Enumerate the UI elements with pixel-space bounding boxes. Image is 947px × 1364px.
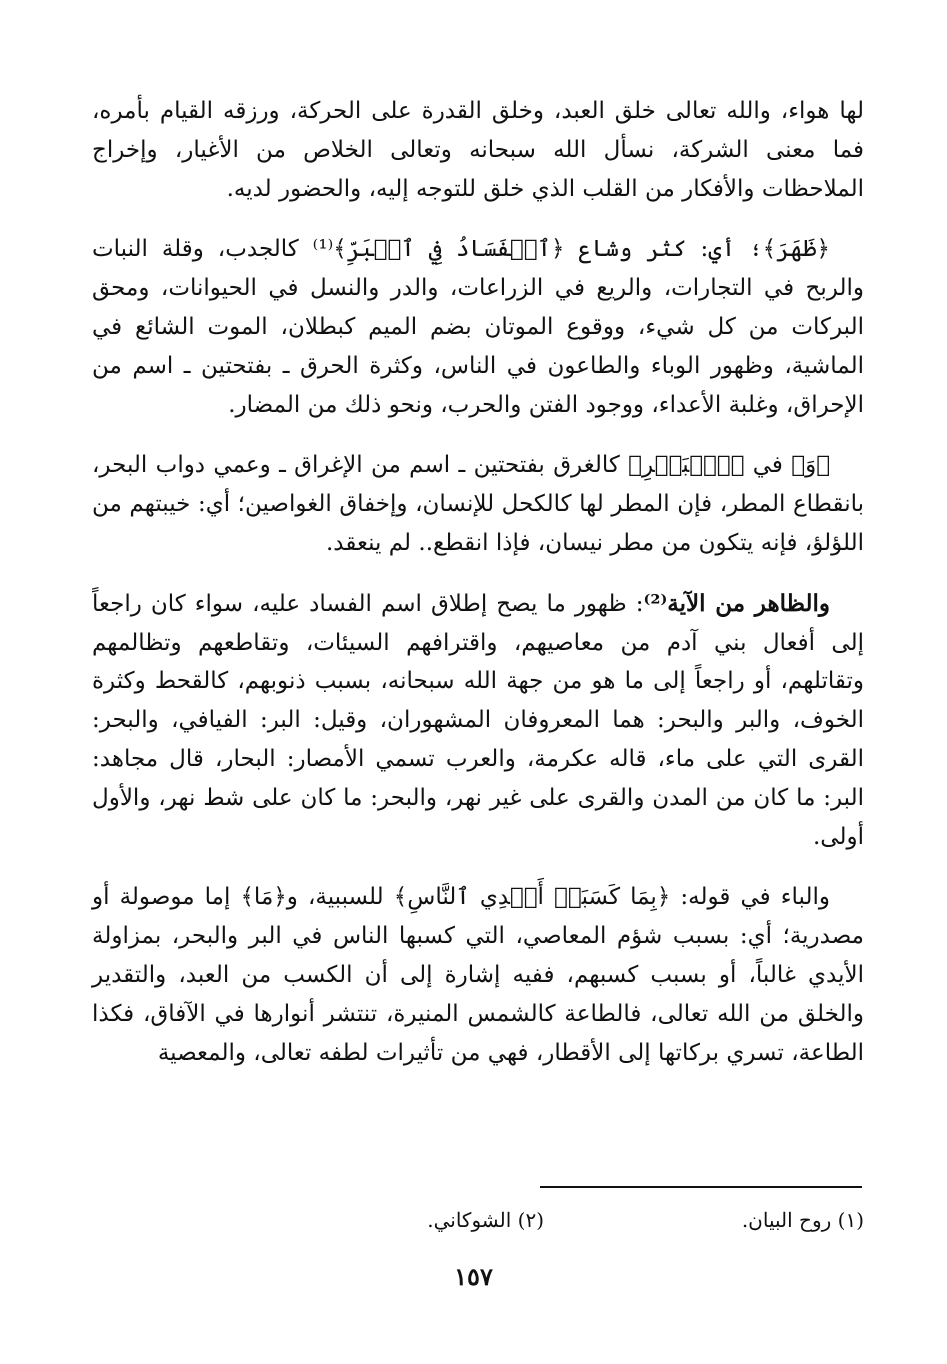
paragraph-4 — [92, 585, 864, 857]
body-text — [92, 92, 864, 1094]
paragraph-4-text: : ظهور ما يصح إطلاق اسم الفساد عليه، سواء كان راجعاً إلى أفعال بني آدم من معاصيهم، واقترافهم السيئات، وتقاطعهم وتظالمهم وتقاتلهم، أو راجعاً إلى ما هو من جهة الله سبحانه، بسبب ذنوبهم، كالقحط وكثرة الخوف، والبر والبحر: هما المعروفان المشهوران، وقيل: البر: الفيافي، والبحر: القرى التي على ماء، قاله عكرمة، والعرب تسمي الأمصار: البحار، قال مجاهد: البر: ما كان من المدن والقرى على غير نهر، والبحر: ما كان على شط نهر، والأول أولى. — [92, 590, 864, 850]
paragraph-2-text: ﴿ظَهَرَ﴾؛ أي: كثر وشاع ﴿ٱلۡفَسَادُ فِي ٱلۡبَرِّ﴾⁽¹⁾ كالجدب، وقلة النبات والربح في التجارات، والريع في الزراعات، والدر والنسل في الحيوانات، ومحق البركات من كل شيء، ووقوع الموتان بضم الميم كبطلان، الموت الشائع في الماشية، وظهور الوباء والطاعون في الناس، وكثرة الحرق ـ بفتحتين ـ اسم من الإحراق، وغلبة الأعداء، ووجود الفتن والحرب، ونحو ذلك من المضار. — [92, 236, 864, 418]
paragraph-3 — [92, 446, 864, 562]
page-number: ١٥٧ — [454, 1262, 493, 1291]
paragraph-5-text: والباء في قوله: ﴿بِمَا كَسَبَتۡ أَيۡدِي ٱلنَّاسِ﴾ للسببية، و﴿مَا﴾ إما موصولة أو مصدرية؛ أي: بسبب شؤم المعاصي، التي كسبها الناس في البر والبحر، بمزاولة الأيدي غالباً، أو بسبب كسبهم، ففيه إشارة إلى أن الكسب من العبد، والتقدير والخلق من الله تعالى، فالطاعة كالشمس المنيرة، تنتشر أنوارها في الآفاق، فكذا الطاعة، تسري بركاتها إلى الأقطار، فهي من تأثيرات لطفه تعالى، والمعصية — [92, 884, 864, 1066]
paragraph-4-lead: والظاهر من الآية⁽²⁾ — [643, 589, 830, 617]
footnote-divider — [540, 1186, 862, 1188]
footnote-1: (١) روح البيان. — [741, 1208, 864, 1232]
paragraph-3-text: ﴿وَ﴾ في ﴿ٱلۡبَحۡرِ﴾ كالغرق بفتحتين ـ اسم من الإغراق ـ وعمي دواب البحر، بانقطاع المطر، فإن المطر لها كالكحل للإنسان، وإخفاق الغواصين؛ أي: خيبتهم من اللؤلؤ، فإنه يتكون من مطر نيسان، فإذا انقطع.. لم ينعقد. — [92, 452, 864, 556]
paragraph-1-text: لها هواء، والله تعالى خلق العبد، وخلق القدرة على الحركة، ورزقه القيام بأمره، فما معنى الشركة، نسأل الله سبحانه وتعالى الخلاص من الأغيار، وإخراج الملاحظات والأفكار من القلب الذي خلق للتوجه إليه، والحضور لديه. — [92, 98, 864, 202]
paragraph-1 — [92, 92, 864, 208]
footnote-2: (٢) الشوكاني. — [427, 1208, 544, 1232]
paragraph-2 — [92, 230, 864, 424]
paragraph-5 — [92, 878, 864, 1072]
